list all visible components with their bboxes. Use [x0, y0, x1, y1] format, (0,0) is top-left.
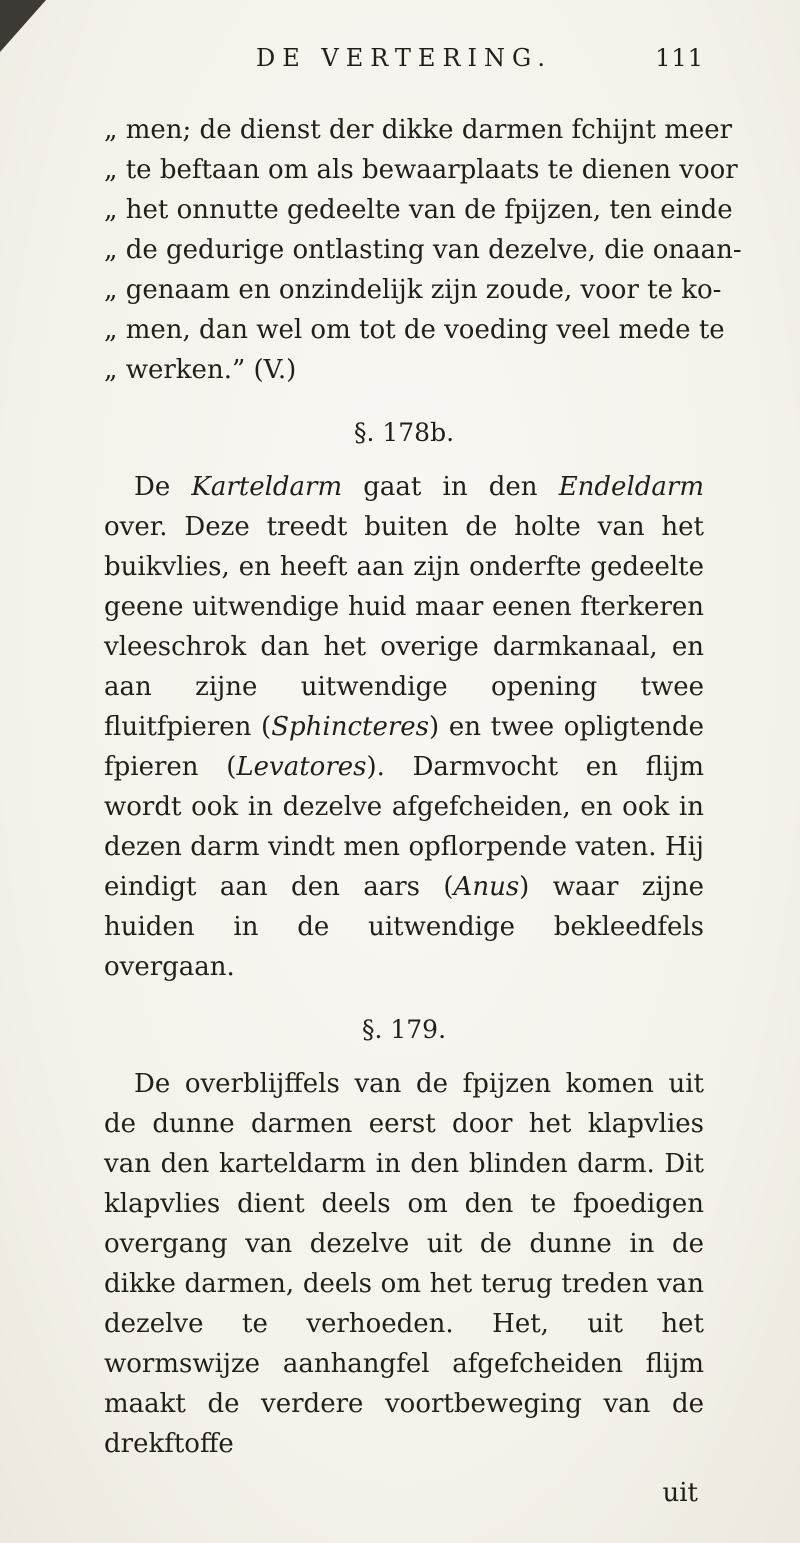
quote-line: „ werken.” (V.) — [104, 355, 297, 385]
quote-block — [104, 110, 742, 390]
section-heading: §. 178b. — [353, 418, 455, 447]
quote-line: „ het onnutte gedeelte van de fpijzen, ten einde — [104, 195, 733, 225]
quote-line: „ te beftaan om als bewaarplaats te dienen voor — [104, 155, 738, 185]
quote-line: „ men, dan wel om tot de voeding veel mede te — [104, 315, 725, 345]
catchword: uit — [662, 1478, 698, 1508]
quote-line: „ genaam en onzindelijk zijn zoude, voor te ko- — [104, 275, 722, 305]
page-title: DE VERTERING. — [256, 44, 552, 72]
page-number: 111 — [655, 44, 704, 72]
quote-line: „ men; de dienst der dikke darmen fchijnt meer — [104, 115, 733, 145]
running-header — [104, 44, 704, 74]
paragraph-section-179: De overblijffels van de fpijzen komen uit de dunne darmen eerst door het klapvlies van den karteldarm in den blinden darm. Dit klapvlies dient deels om den te fpoedigen overgang van dezelve uit de dunne in de dikke darmen, deels om het terug treden van dezelve te verhoeden. Het, uit het wormswijze aanhangfel afgefcheiden flijm maakt de verdere voortbeweging van de drekftoffe — [104, 1069, 704, 1459]
section-heading: §. 179. — [361, 1015, 447, 1044]
paragraph-section-178b: De Karteldarm gaat in den Endeldarm over. Deze treedt buiten de holte van het buikvlies, en heeft aan zijn onderfte gedeelte geene uitwendige huid maar eenen fterkeren vleeschrok dan het overige darmkanaal, en aan zijne uitwendige opening twee fluitfpieren (Sphincteres) en twee opligtende fpieren (Levatores). Darmvocht en flijm wordt ook in dezelve afgefcheiden, en ook in dezen darm vindt men opflorpende vaten. Hij eindigt aan den aars (Anus) waar zijne huiden in de uitwendige bekleedfels overgaan. — [104, 472, 705, 982]
quote-line: „ de gedurige ontlasting van dezelve, die onaan- — [104, 235, 742, 265]
